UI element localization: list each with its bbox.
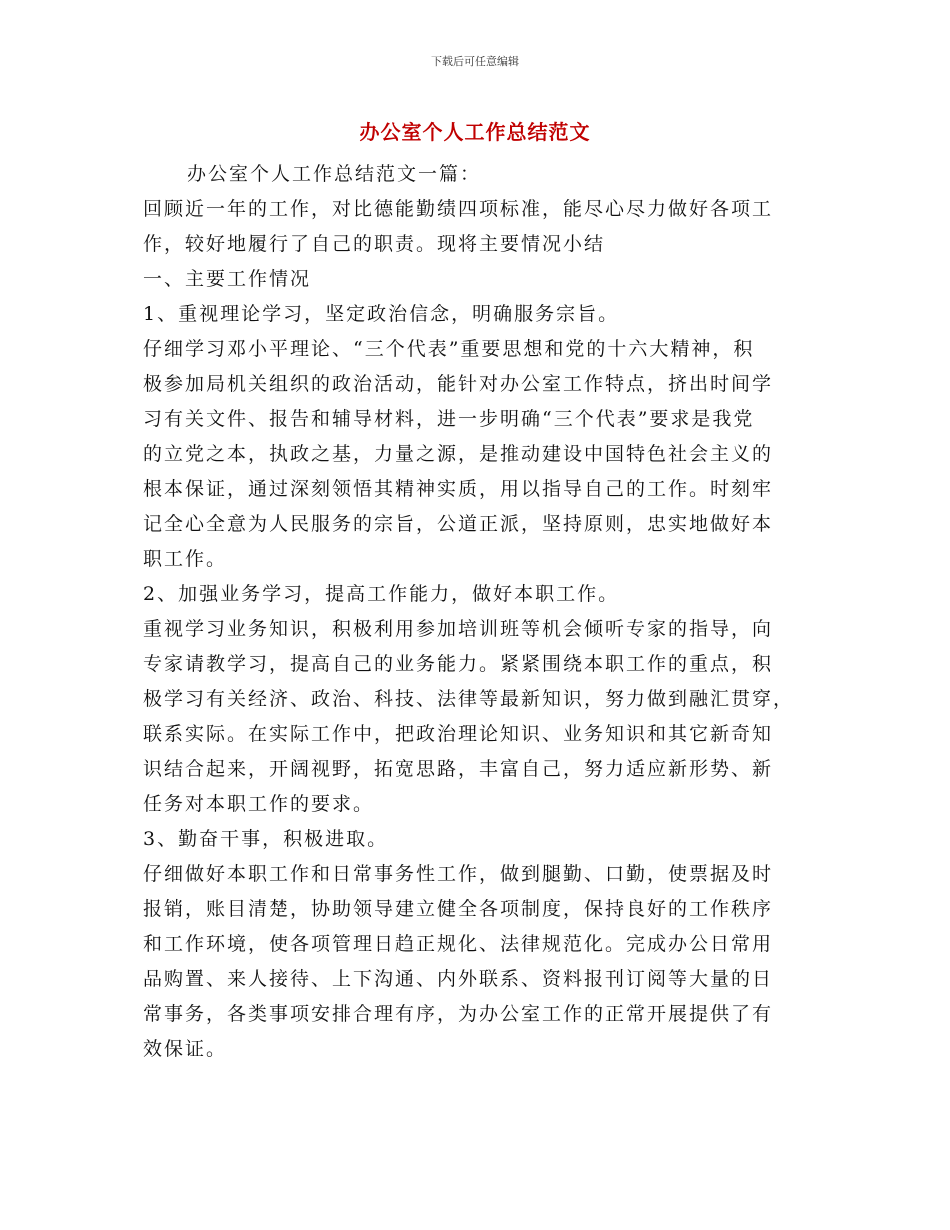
header-note: 下载后可任意编辑 xyxy=(431,55,519,68)
text-line: 专家请教学习，提高自己的业务能力。紧紧围绕本职工作的重点，积 xyxy=(143,653,774,675)
text-line: 联系实际。在实际工作中，把政治理论知识、业务知识和其它新奇知 xyxy=(143,723,774,745)
text-line: 重视学习业务知识，积极利用参加培训班等机会倾听专家的指导，向 xyxy=(143,618,774,640)
text-line: 职工作。 xyxy=(143,548,228,570)
text-line: 回顾近一年的工作，对比德能勤绩四项标准，能尽心尽力做好各项工 xyxy=(143,198,774,220)
text-line: 仔细学习邓小平理论、“三个代表”重要思想和党的十六大精神，积 xyxy=(143,338,755,360)
text-line: 识结合起来，开阔视野，拓宽思路，丰富自己，努力适应新形势、新 xyxy=(143,758,774,780)
text-line: 根本保证，通过深刻领悟其精神实质，用以指导自己的工作。时刻牢 xyxy=(143,478,774,500)
text-line: 极参加局机关组织的政治活动，能针对办公室工作特点，挤出时间学 xyxy=(143,373,774,395)
text-line: 作，较好地履行了自己的职责。现将主要情况小结 xyxy=(143,233,606,255)
text-line: 品购置、来人接待、上下沟通、内外联系、资料报刊订阅等大量的日 xyxy=(143,968,774,990)
subsection-heading: 3、勤奋干事，积极进取。 xyxy=(143,828,389,850)
text-line: 的立党之本，执政之基，力量之源，是推动建设中国特色社会主义的 xyxy=(143,443,774,465)
text-line: 记全心全意为人民服务的宗旨，公道正派，坚持原则，忠实地做好本 xyxy=(143,513,774,535)
text-line: 仔细做好本职工作和日常事务性工作，做到腿勤、口勤，使票据及时 xyxy=(143,863,774,885)
section-heading: 一、主要工作情况 xyxy=(143,268,312,290)
document-title: 办公室个人工作总结范文 xyxy=(359,120,591,144)
text-line: 任务对本职工作的要求。 xyxy=(143,793,375,815)
text-line: 办公室个人工作总结范文一篇： xyxy=(187,163,482,185)
text-line: 极学习有关经济、政治、科技、法律等最新知识，努力做到融汇贯穿， xyxy=(143,688,795,710)
subsection-heading: 1、重视理论学习，坚定政治信念，明确服务宗旨。 xyxy=(143,303,620,325)
subsection-heading: 2、加强业务学习，提高工作能力，做好本职工作。 xyxy=(143,583,620,605)
document-body xyxy=(143,157,808,1067)
text-line: 报销，账目清楚，协助领导建立健全各项制度，保持良好的工作秩序 xyxy=(143,898,774,920)
text-line: 效保证。 xyxy=(143,1038,228,1060)
text-line: 和工作环境，使各项管理日趋正规化、法律规范化。完成办公日常用 xyxy=(143,933,774,955)
text-line: 习有关文件、报告和辅导材料，进一步明确“三个代表”要求是我党 xyxy=(143,408,755,430)
text-line: 常事务，各类事项安排合理有序，为办公室工作的正常开展提供了有 xyxy=(143,1003,774,1025)
